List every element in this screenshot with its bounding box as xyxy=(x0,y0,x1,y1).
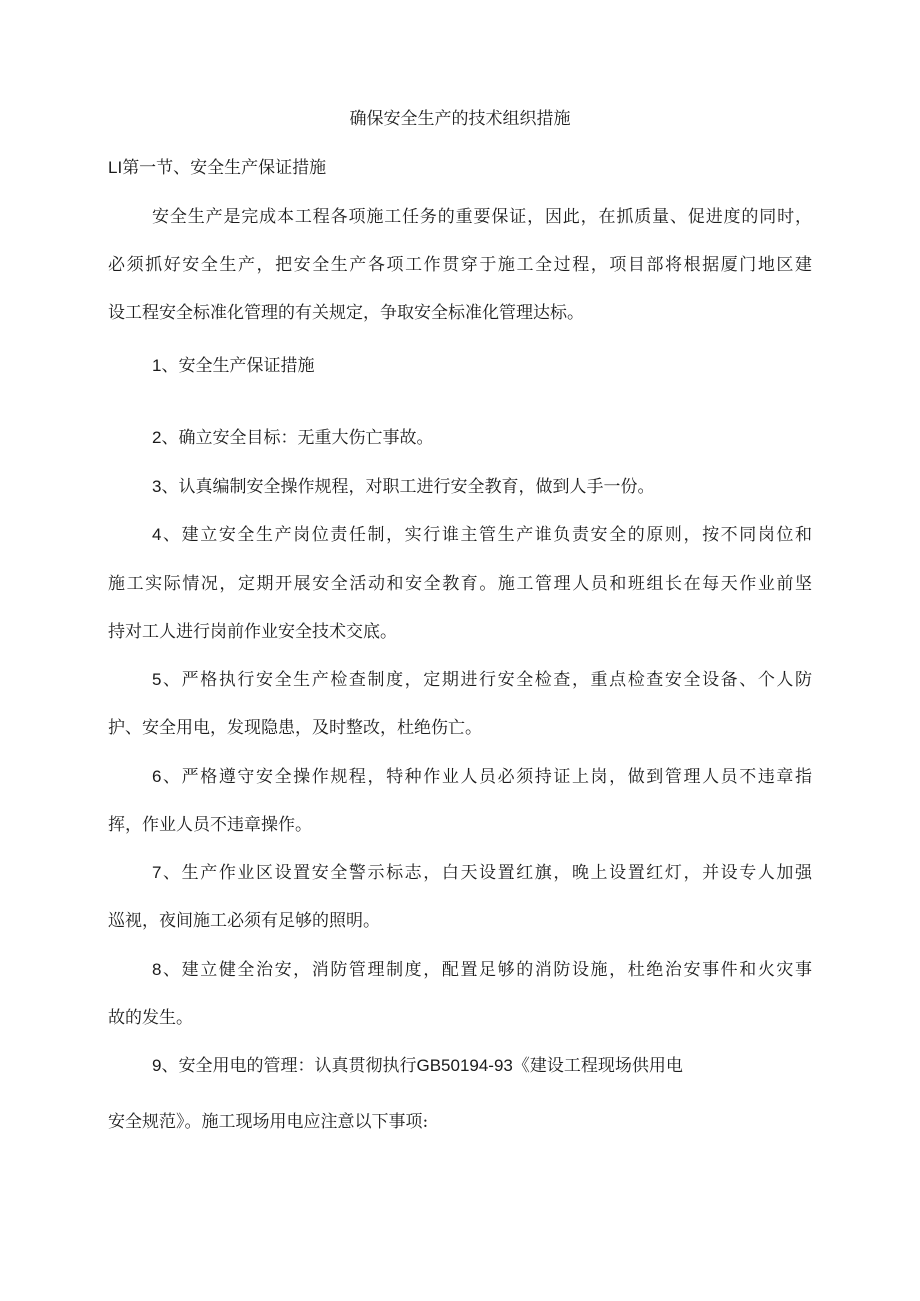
item-text: 、确立安全目标：无重大伤亡事故。 xyxy=(161,428,434,448)
item-text: 、严格遵守安全操作规程，特种作业人员必须持证上岗，做到管理人员不违章指 xyxy=(161,767,812,787)
list-item-6 xyxy=(152,766,812,788)
item-number: 8 xyxy=(152,960,162,979)
list-item-7-line-2: 巡视，夜间施工必须有足够的照明。 xyxy=(108,911,380,931)
item-text: 、建立健全治安，消防管理制度，配置足够的消防设施，杜绝治安事件和火灾事 xyxy=(161,960,812,980)
list-item-8 xyxy=(152,959,812,981)
intro-line-3: 设工程安全标准化管理的有关规定，争取安全标准化管理达标。 xyxy=(108,303,584,323)
list-item-9-line-2: 安全规范》。施工现场用电应注意以下事项: xyxy=(108,1112,429,1132)
list-item-9 xyxy=(152,1055,683,1077)
list-item-6-line-2: 挥，作业人员不违章操作。 xyxy=(108,815,312,835)
list-item-4-line-3: 持对工人进行岗前作业安全技术交底。 xyxy=(108,622,397,642)
list-item-3 xyxy=(152,476,654,498)
item-number: 6 xyxy=(152,767,162,786)
item-text: 、生产作业区设置安全警示标志，白天设置红旗，晚上设置红灯，并设专人加强 xyxy=(161,863,812,883)
list-item-5-line-2: 护、安全用电，发现隐患，及时整改，杜绝伤亡。 xyxy=(108,718,482,738)
item-number: 2 xyxy=(152,428,162,447)
list-item-8-line-2: 故的发生。 xyxy=(108,1008,193,1028)
document-title: 确保安全生产的技术组织措施 xyxy=(349,109,571,129)
list-item-2 xyxy=(152,427,433,449)
section-prefix: LI xyxy=(108,158,123,177)
intro-line-1: 安全生产是完成本工程各项施工任务的重要保证，因此，在抓质量、促进度的同时， xyxy=(152,207,812,227)
section-heading-text: 第一节、安全生产保证措施 xyxy=(122,158,327,178)
item-number: 4 xyxy=(152,525,162,544)
item-number: 7 xyxy=(152,863,162,882)
item-number: 9 xyxy=(152,1056,162,1075)
item-text: 、安全生产保证措施 xyxy=(161,356,315,376)
item-text: 、认真编制安全操作规程，对职工进行安全教育，做到人手一份。 xyxy=(161,477,655,497)
intro-line-2: 必须抓好安全生产，把安全生产各项工作贯穿于施工全过程，项目部将根据厦门地区建 xyxy=(108,255,812,275)
item-text: 、建立安全生产岗位责任制，实行谁主管生产谁负责安全的原则，按不同岗位和 xyxy=(161,525,812,545)
standard-code: GB50194-93 xyxy=(416,1056,513,1075)
list-item-4-line-2: 施工实际情况，定期开展安全活动和安全教育。施工管理人员和班组长在每天作业前坚 xyxy=(108,574,812,594)
item-text: 、安全用电的管理：认真贯彻执行 xyxy=(161,1056,417,1076)
section-heading xyxy=(108,157,326,179)
list-item-4 xyxy=(152,524,812,546)
item-number: 5 xyxy=(152,670,162,689)
list-item-7 xyxy=(152,862,812,884)
list-item-5 xyxy=(152,669,812,691)
list-item-1 xyxy=(152,355,314,377)
standard-title: 《建设工程现场供用电 xyxy=(512,1056,683,1076)
item-text: 、严格执行安全生产检查制度，定期进行安全检查，重点检查安全设备、个人防 xyxy=(161,670,812,690)
item-number: 3 xyxy=(152,477,162,496)
item-number: 1 xyxy=(152,356,162,375)
